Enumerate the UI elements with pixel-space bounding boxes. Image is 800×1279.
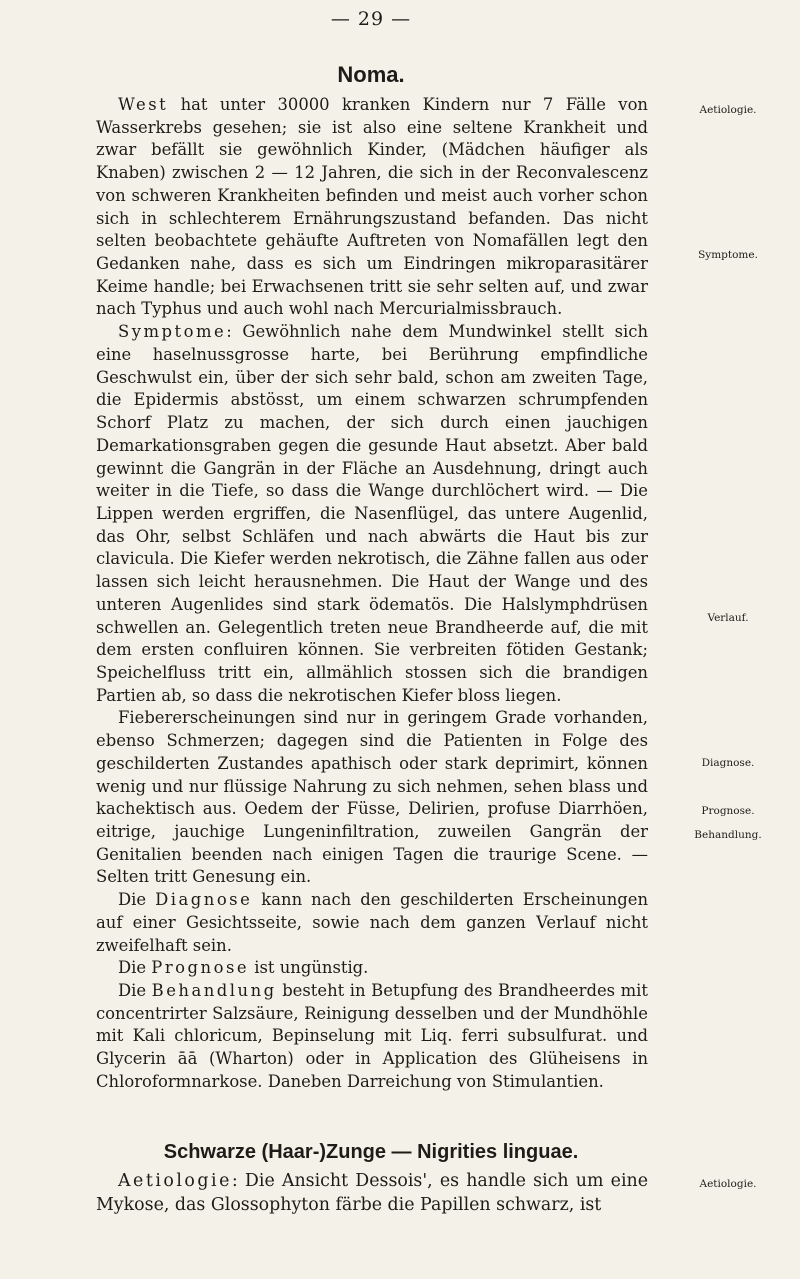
margin-note-aetiologie-tongue: Aetiologie. [699, 1178, 757, 1190]
margin-note-verlauf: Verlauf. [707, 612, 749, 624]
paragraph-behandlung: Die Behandlung besteht in Betupfung des Brandheerdes mit concentrirter Salzsäure, Reinigung desselben und der Mundhöhle mit Kali chloricum, Bepinselung mit Liq. ferri subsulfurat. und Glycerin āā (Wharton) oder in Application des Glüheisens in Chloroformnarkose. Daneben Darreichung von Stimulantien. [96, 981, 648, 1091]
paragraph-verlauf: Fiebererscheinungen sind nur in geringem Grade vorhanden, ebenso Schmerzen; dagegen sind die Patienten in Folge des geschilderten Zustandes apathisch oder stark deprimirt, können wenig und nur flüssige Nahrung zu sich nehmen, sehen blass und kachektisch aus. Oedem der Füsse, Delirien, profuse Diarrhöen, eitrige, jauchige Lungeninfiltration, zuweilen Gangrän der Genitalien beenden nach einigen Tagen die traurige Scene. — Selten tritt Genesung ein. [96, 708, 648, 887]
section-body-noma [96, 94, 648, 1094]
paragraph-prognose: Die Prognose ist ungünstig. [118, 958, 369, 978]
margin-note-diagnose: Diagnose. [701, 757, 755, 769]
paragraph-diagnose: Die Diagnose kann nach den geschilderten Erscheinungen auf einer Gesichtsseite, sowie nach dem ganzen Verlauf nicht zweifelhaft sein. [96, 890, 649, 955]
margin-note-symptome: Symptome. [698, 249, 758, 261]
section-heading-noma: Noma. [337, 62, 405, 87]
paragraph-aetiologie-tongue: Aetiologie: Die Ansicht Dessois', es handle sich um eine Mykose, das Glossophyton färbe die Papillen schwarz, ist [96, 1171, 648, 1216]
margin-note-aetiologie: Aetiologie. [699, 104, 757, 116]
paragraph-symptome: Symptome: Gewöhnlich nahe dem Mundwinkel stellt sich eine haselnussgrosse harte, bei Berührung empfindliche Geschwulst ein, über der sich sehr bald, schon am zweiten Tage, die Epidermis abstösst, um einem schwarzen schrumpfenden Schorf Platz zu machen, der sich durch einen jauchigen Demarkationsgraben gegen die gesunde Haut absetzt. Aber bald gewinnt die Gangrän in der Fläche an Ausdehnung, dringt auch weiter in die Tiefe, so dass die Wange durchlöchert wird. — Die Lippen werden ergriffen, die Nasenflügel, das untere Augenlid, das Ohr, selbst Schläfen und nach abwärts die Haut bis zur clavicula. Die Kiefer werden nekrotisch, die Zähne fallen aus oder lassen sich leicht herausnehmen. Die Haut der Wange und des unteren Augenlides sind stark ödematös. Die Halslymphdrüsen schwellen an. Gelegentlich treten neue Brandheerde auf, die mit dem ersten confluiren können. Sie verbreiten fötiden Gestank; Speichelfluss tritt ein, allmählich stossen sich die brandigen Partien ab, so dass die nekrotischen Kiefer bloss liegen. [96, 322, 648, 705]
section-heading-nigrities-linguae: Schwarze (Haar-)Zunge — Nigrities linguae. [163, 1141, 579, 1163]
paragraph-aetiologie: West hat unter 30000 kranken Kindern nur 7 Fälle von Wasserkrebs gesehen; sie ist also eine seltene Krankheit und zwar befällt sie gewöhnlich Kinder, (Mädchen häufiger als Knaben) zwischen 2 — 12 Jahren, die sich in der Reconvalescenz von schweren Krankheiten befinden und meist auch vorher schon sich in schlechterem Ernährungszustand befanden. Das nicht selten beobachtete gehäufte Auftreten von Nomafällen legt den Gedanken nahe, dass es sich um Eindringen mikroparasitärer Keime handle; bei Erwachsenen tritt sie sehr selten auf, und zwar nach Typhus und auch wohl nach Mercurialmissbrauch. [96, 95, 648, 319]
margin-note-behandlung: Behandlung. [694, 829, 762, 841]
section-body-nigrities-linguae [96, 1169, 648, 1217]
margin-note-prognose: Prognose. [701, 805, 755, 817]
page-number: — 29 — [330, 8, 412, 30]
